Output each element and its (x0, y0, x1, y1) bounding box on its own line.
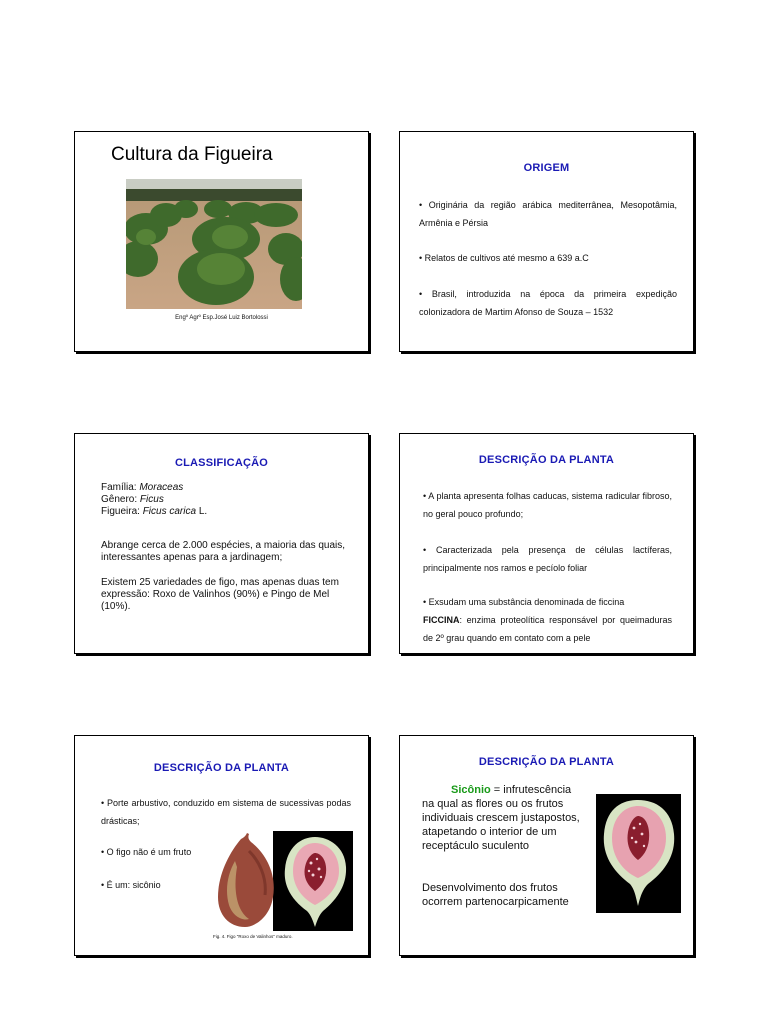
fig-orchard-photo (126, 179, 302, 309)
taxonomy-list (101, 482, 351, 518)
varieties-paragraph: Existem 25 variedades de figo, mas apenas duas tem expressão: Roxo de Valinhos (90%) e Pingo de Mel (10%). (101, 577, 339, 612)
term-siconio: Sicônio (451, 784, 491, 796)
slide-author: Engº Agrº Esp.José Luiz Bortolossi (175, 315, 268, 321)
species-paragraph: Abrange cerca de 2.000 espécies, a maioria das quais, interessantes apenas para a jardinagem; (101, 540, 346, 563)
slide-descricao-planta-1 (399, 433, 694, 654)
bullet-siconio: • É um: sicônio (101, 880, 161, 890)
slide-heading: DESCRIÇÃO DA PLANTA (478, 454, 615, 466)
figure-caption: Fig. 4. Figo "Roxo de Valinhos" maduro. (213, 934, 293, 939)
siconio-definition: Sicônio = infrutescência na qual as flores ou os frutos individuais crescem justapostos, atapetando o interior de um receptáculo suculento (422, 784, 580, 852)
taxonomy-figueira: Figueira: Ficus carica L. (101, 506, 208, 517)
parthenocarpy-paragraph: Desenvolvimento dos frutos ocorrem partenocarpicamente (422, 882, 569, 908)
bullet-leaves-roots: • A planta apresenta folhas caducas, sistema radicular fibroso, no geral pouco profundo; (423, 491, 672, 519)
slide-origem (399, 131, 694, 352)
bullet-origin: • Originária da região arábica mediterrânea, Mesopotâmia, Armênia e Pérsia (419, 200, 677, 228)
bullet-lactiferous-cells: • Caracterizada pela presença de células lactíferas, principalmente nos ramos e pecíolo foliar (423, 545, 672, 573)
slide-descricao-planta-3 (399, 735, 694, 956)
bullet-fig-not-fruit: • O figo não é um fruto (101, 847, 192, 857)
slide-heading: ORIGEM (523, 162, 570, 174)
slide-title: Cultura da Figueira (111, 144, 273, 165)
slide-heading: CLASSIFICAÇÃO (174, 457, 269, 469)
fig-fruit-photo (215, 831, 353, 931)
bullet-shrub-pruning: • Porte arbustivo, conduzido em sistema de sucessivas podas drásticas; (101, 798, 351, 826)
bullet-brasil: • Brasil, introduzida na época da primeira expedição colonizadora de Martim Afonso de Souza – 1532 (419, 289, 677, 317)
taxonomy-familia: Família: Moraceas (101, 482, 184, 493)
fig-cross-section-photo (596, 794, 681, 913)
slide-cultura-da-figueira (74, 131, 369, 352)
bullet-ficcina: • Exsudam uma substância denominada de ficcina FICCINA: enzima proteolítica responsável por queimaduras de 2º grau quando em contato com a pele (423, 593, 672, 647)
slide-heading: DESCRIÇÃO DA PLANTA (153, 762, 290, 774)
taxonomy-genero: Gênero: Ficus (101, 494, 164, 505)
bullet-ancient-records: • Relatos de cultivos até mesmo a 639 a.C (419, 253, 589, 263)
slide-descricao-planta-2 (74, 735, 369, 956)
ficcina-definition: FICCINA: enzima proteolítica responsável por queimaduras de 2º grau quando em contato com a pele (423, 615, 672, 643)
slide-heading: DESCRIÇÃO DA PLANTA (478, 756, 615, 768)
slide-classificacao (74, 433, 369, 654)
